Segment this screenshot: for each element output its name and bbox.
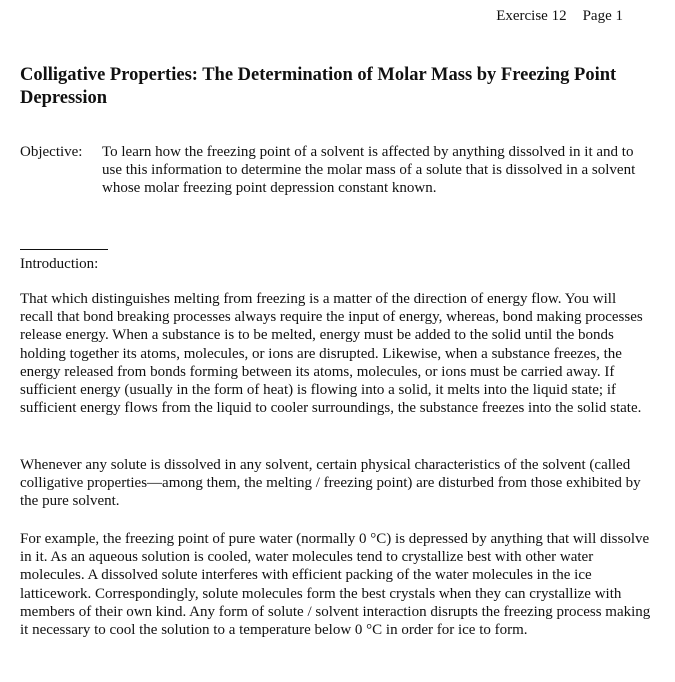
objective-label: Objective: (20, 144, 83, 160)
page-number: Page 1 (582, 8, 623, 24)
intro-paragraph-1: That which distinguishes melting from freezing is a matter of the direction of energy flow. You will recall that bond breaking processes always require the input of energy, whereas, bond making processes release energy. When a substance is to be melted, energy must be added to the solid until the bonds holding together its atoms, molecules, or ions are disrupted. Likewise, when a substance freezes, the energy released from bonds forming between its atoms, molecules, or ions must be carried away. If sufficient energy (usually in the form of heat) is flowing into a solid, it melts into the liquid state; if sufficient energy flows from the liquid to cooler surroundings, the substance freezes into the solid state. (20, 291, 643, 417)
exercise-number: Exercise 12 (496, 8, 567, 24)
objective-text: To learn how the freezing point of a solvent is affected by anything dissolved in it and to use this information to determine the molar mass of a solute that is dissolved in a solvent whose molar freezing point depression constant known. (102, 144, 636, 196)
intro-paragraph-3: For example, the freezing point of pure water (normally 0 °C) is depressed by anything that will dissolve in it. As an aqueous solution is cooled, water molecules tend to crystallize best with other water molecules. A dissolved solute interferes with efficient packing of the water molecules in the ice latticework. Correspondingly, solute molecules form the best crystals when they can crystallize with members of their own kind. Any form of solute / solvent interaction disrupts the freezing process making it necessary to cool the solution to a temperature below 0 °C in order for ice to form. (20, 531, 651, 639)
page-header (496, 8, 623, 25)
introduction-heading: Introduction: (20, 256, 99, 272)
section-divider (20, 249, 108, 250)
intro-paragraph-2: Whenever any solute is dissolved in any solvent, certain physical characteristics of the solvent (called colligative properties—among them, the melting / freezing point) are disturbed from those exhibited by the pure solvent. (20, 457, 641, 510)
document-title: Colligative Properties: The Determination of Molar Mass by Freezing Point Depression (20, 65, 617, 108)
objective-section (20, 143, 650, 197)
